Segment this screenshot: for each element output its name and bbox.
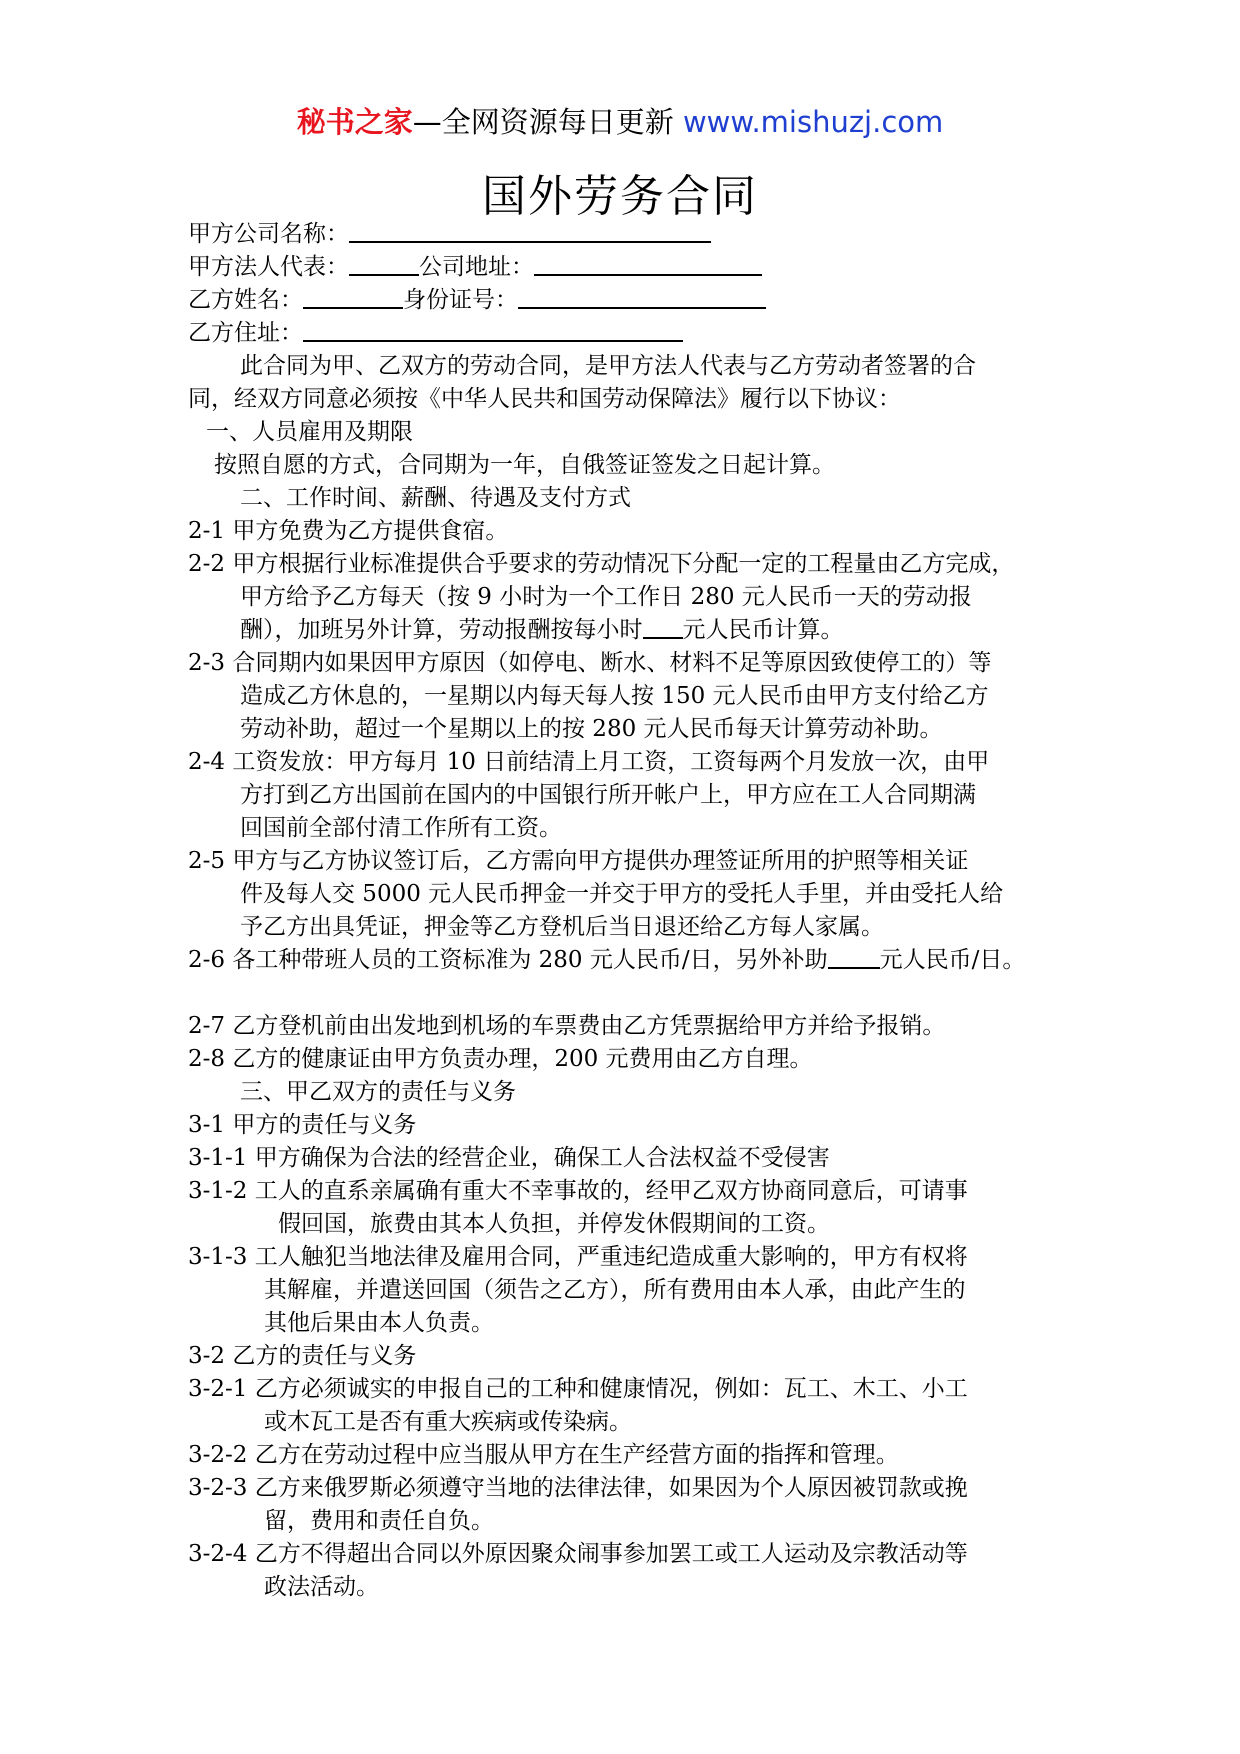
section-3-heading: 三、甲乙双方的责任与义务 <box>240 1079 516 1105</box>
legal-rep-label: 甲方法人代表： <box>188 254 349 280</box>
clause-3-1-3-line-1: 3-1-3 工人触犯当地法律及雇用合同，严重违纪造成重大影响的，甲方有权将 <box>188 1244 968 1270</box>
party-b-address-label: 乙方住址： <box>188 320 303 346</box>
legal-rep-blank[interactable] <box>349 252 419 276</box>
clause-2-8: 2-8 乙方的健康证由甲方负责办理，200 元费用由乙方自理。 <box>188 1046 813 1072</box>
document-body <box>188 218 1068 1604</box>
clause-2-2-line-3 <box>188 614 1068 647</box>
clause-2-3-line-3: 劳动补助，超过一个星期以上的按 280 元人民币每天计算劳动补助。 <box>240 716 943 742</box>
clause-2-3-line-1: 2-3 合同期内如果因甲方原因（如停电、断水、材料不足等原因致使停工的）等 <box>188 650 992 676</box>
clause-2-1: 2-1 甲方免费为乙方提供食宿。 <box>188 518 509 544</box>
header-slogan: —全网资源每日更新 <box>412 105 674 139</box>
clause-3-2-2: 3-2-2 乙方在劳动过程中应当服从甲方在生产经营方面的指挥和管理。 <box>188 1442 899 1468</box>
document-title: 国外劳务合同 <box>482 171 758 222</box>
clause-3-2-3-line-1: 3-2-3 乙方来俄罗斯必须遵守当地的法律法律，如果因为个人原因被罚款或挽 <box>188 1475 968 1501</box>
id-number-blank[interactable] <box>518 285 766 309</box>
clause-3-1-3-line-3: 其他后果由本人负责。 <box>264 1310 494 1336</box>
clause-3-2-3-line-2: 留，费用和责任自负。 <box>264 1508 494 1534</box>
clause-2-4-line-1: 2-4 工资发放：甲方每月 10 日前结清上月工资，工资每两个月发放一次，由甲 <box>188 749 990 775</box>
clause-3-2-4-line-2: 政法活动。 <box>264 1574 379 1600</box>
party-b-name-field <box>188 284 1068 317</box>
brand-name: 秘书之家 <box>296 105 413 139</box>
company-name-field <box>188 218 1068 251</box>
clause-3-1-2-line-2: 假回国，旅费由其本人负担，并停发休假期间的工资。 <box>278 1211 830 1237</box>
legal-rep-field <box>188 251 1068 284</box>
section-1-heading: 一、人员雇用及期限 <box>206 419 413 445</box>
clause-2-4-line-3: 回国前全部付清工作所有工资。 <box>240 815 562 841</box>
clause-2-5-line-2: 件及每人交 5000 元人民币押金一并交于甲方的受托人手里，并由受托人给 <box>240 881 1004 907</box>
clause-2-3-line-2: 造成乙方休息的，一星期以内每天每人按 150 元人民币由甲方支付给乙方 <box>240 683 989 709</box>
clause-3-2-1-line-1: 3-2-1 乙方必须诚实的申报自己的工种和健康情况，例如：瓦工、木工、小工 <box>188 1376 968 1402</box>
party-b-address-field <box>188 317 1068 350</box>
clause-3-2-4-line-1: 3-2-4 乙方不得超出合同以外原因聚众闹事参加罢工或工人运动及宗教活动等 <box>188 1541 968 1567</box>
section-1-text: 按照自愿的方式，合同期为一年，自俄签证签发之日起计算。 <box>214 452 835 478</box>
clause-3-1-3-line-2: 其解雇，并遣送回国（须告之乙方），所有费用由本人承，由此产生的 <box>264 1277 966 1303</box>
clause-3-1-1: 3-1-1 甲方确保为合法的经营企业，确保工人合法权益不受侵害 <box>188 1145 830 1171</box>
company-name-label: 甲方公司名称： <box>188 221 349 247</box>
clause-2-5-line-3: 予乙方出具凭证，押金等乙方登机后当日退还给乙方每人家属。 <box>240 914 884 940</box>
clause-2-6-suffix: 元人民币/日。 <box>879 947 1026 973</box>
subsection-3-1: 3-1 甲方的责任与义务 <box>188 1112 417 1138</box>
clause-2-2-line-3-suffix: 元人民币计算。 <box>682 617 844 643</box>
clause-2-6-text: 2-6 各工种带班人员的工资标准为 280 元人民币/日，另外补助 <box>188 947 828 973</box>
company-address-blank[interactable] <box>534 252 762 276</box>
clause-3-2-1-line-2: 或木瓦工是否有重大疾病或传染病。 <box>264 1409 632 1435</box>
clause-2-2-line-2: 甲方给予乙方每天（按 9 小时为一个工作日 280 元人民币一天的劳动报 <box>240 584 972 610</box>
section-2-heading: 二、工作时间、薪酬、待遇及支付方式 <box>240 485 631 511</box>
company-address-label: 公司地址： <box>419 254 534 280</box>
intro-line-2: 同，经双方同意必须按《中华人民共和国劳动保障法》履行以下协议： <box>188 386 901 412</box>
clause-2-5-line-1: 2-5 甲方与乙方协议签订后，乙方需向甲方提供办理签证所用的护照等相关证 <box>188 848 969 874</box>
clause-2-2-line-3-text: 酬），加班另外计算，劳动报酬按每小时 <box>240 617 643 643</box>
party-b-name-blank[interactable] <box>303 285 403 309</box>
company-name-blank[interactable] <box>349 219 711 243</box>
clause-3-1-2-line-1: 3-1-2 工人的直系亲属确有重大不幸事故的，经甲乙双方协商同意后，可请事 <box>188 1178 968 1204</box>
blank-line <box>188 977 1068 1010</box>
allowance-blank[interactable] <box>828 945 880 969</box>
site-header <box>0 100 1240 141</box>
clause-2-4-line-2: 方打到乙方出国前在国内的中国银行所开帐户上，甲方应在工人合同期满 <box>240 782 976 808</box>
clause-2-2-line-1: 2-2 甲方根据行业标准提供合乎要求的劳动情况下分配一定的工程量由乙方完成， <box>188 551 1015 577</box>
hourly-rate-blank[interactable] <box>643 615 683 639</box>
id-number-label: 身份证号： <box>403 287 518 313</box>
clause-2-7: 2-7 乙方登机前由出发地到机场的车票费由乙方凭票据给甲方并给予报销。 <box>188 1013 946 1039</box>
party-b-address-blank[interactable] <box>303 318 683 342</box>
party-b-name-label: 乙方姓名： <box>188 287 303 313</box>
clause-2-6 <box>188 944 1068 977</box>
intro-line-1: 此合同为甲、乙双方的劳动合同，是甲方法人代表与乙方劳动者签署的合 <box>240 353 976 379</box>
subsection-3-2: 3-2 乙方的责任与义务 <box>188 1343 417 1369</box>
header-url-link[interactable]: www.mishuzj.com <box>682 105 944 139</box>
